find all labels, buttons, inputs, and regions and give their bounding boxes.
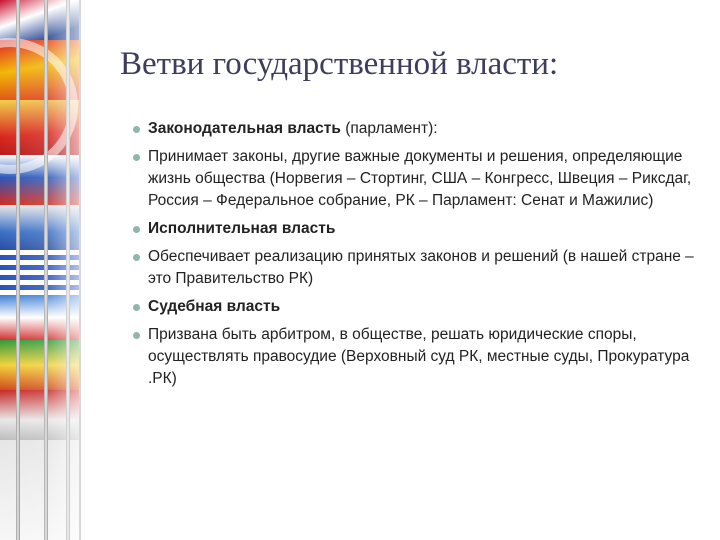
bullet-heading: Законодательная власть (148, 120, 341, 137)
bullet-text: Призвана быть арбитром, в обществе, решать юридические споры, осуществлять правосудие (Верховный суд РК, местные суды, Прокуратура .РК) (148, 326, 690, 387)
bullet-dot-icon (133, 254, 140, 261)
panel-divider (79, 0, 81, 540)
bullet-text: Принимает законы, другие важные документы и решения, определяющие жизнь общества (Норвегия – Стортинг, США – Конгресс, Швеция – Риксдаг, Россия – Федеральное собрание, РК – Парламент: Сенат и Мажилис) (148, 148, 692, 209)
bullet-item (148, 218, 703, 240)
bullet-dot-icon (133, 332, 140, 339)
bullet-text: (парламент): (340, 120, 438, 137)
flags-photo-icon (0, 0, 80, 540)
bullet-item (148, 324, 703, 390)
bullet-text: Обеспечивает реализацию принятых законов и решений (в нашей стране – это Правительство РК) (148, 248, 694, 287)
bullet-item (148, 296, 703, 318)
bullet-list (148, 118, 703, 396)
bullet-item (148, 118, 703, 140)
bullet-dot-icon (133, 154, 140, 161)
bullet-dot-icon (133, 226, 140, 233)
bullet-dot-icon (133, 126, 140, 133)
bullet-item (148, 246, 703, 290)
bullet-item (148, 146, 703, 212)
bullet-dot-icon (133, 304, 140, 311)
bullet-heading: Судебная власть (148, 298, 281, 315)
slide-title: Ветви государственной власти: (120, 46, 559, 82)
bullet-heading: Исполнительная власть (148, 220, 336, 237)
